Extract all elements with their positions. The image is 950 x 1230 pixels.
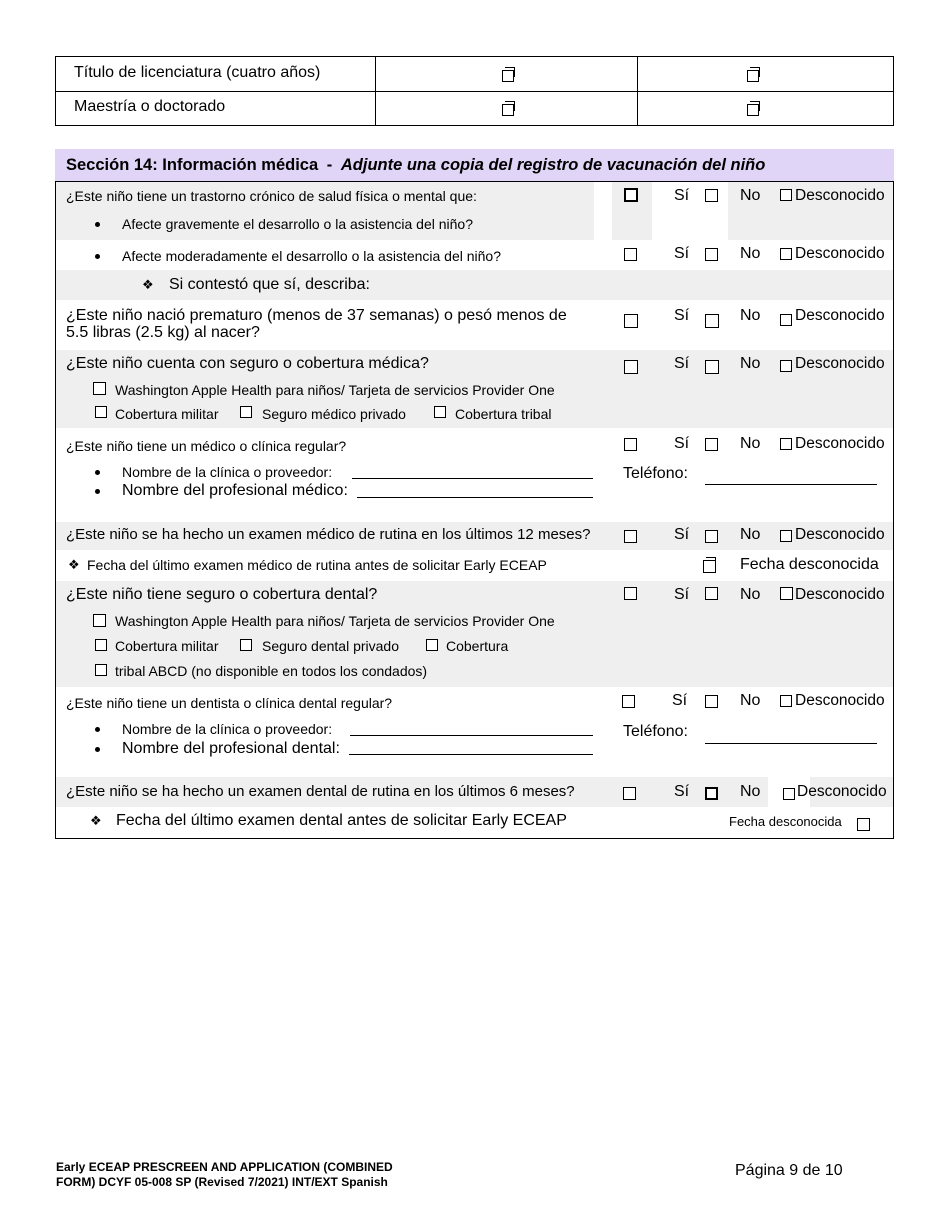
checkbox-bachelor-col2[interactable] — [747, 70, 759, 82]
q4-prof-label: Nombre del profesional médico: — [122, 482, 348, 499]
q2-yes-label: Sí — [674, 307, 690, 324]
q3-military-label: Cobertura militar — [115, 406, 219, 422]
q7-unknown-checkbox[interactable] — [780, 695, 792, 707]
q2-unknown-checkbox[interactable] — [780, 314, 792, 326]
q4-phone-label: Teléfono: — [623, 465, 688, 482]
q6-military-checkbox[interactable] — [95, 639, 107, 651]
q3-tribal-label: Cobertura tribal — [455, 406, 552, 422]
q1a-yes-checkbox[interactable] — [624, 188, 638, 202]
q6-military-label: Cobertura militar — [115, 638, 219, 654]
q5-text: ¿Este niño se ha hecho un examen médico de rutina en los últimos 12 meses? — [66, 526, 591, 543]
q3-unknown-checkbox[interactable] — [780, 360, 792, 372]
q1-bullet-a: Afecte gravemente el desarrollo o la asistencia del niño? — [122, 216, 473, 232]
q2-line2: 5.5 libras (2.5 kg) al nacer? — [66, 324, 260, 341]
q5-unknown-label: Desconocido — [795, 526, 885, 543]
q4-prof-input[interactable] — [357, 497, 593, 498]
diamond-bullet-icon: ❖ — [90, 813, 102, 828]
q8-date-unknown-checkbox[interactable] — [857, 818, 870, 831]
q4-yes-label: Sí — [674, 435, 690, 452]
footer-form-line1: Early ECEAP PRESCREEN AND APPLICATION (COMBINED — [56, 1160, 393, 1174]
q6-yes-checkbox[interactable] — [624, 587, 637, 600]
q5-no-label: No — [740, 526, 761, 543]
q6-yes-label: Sí — [674, 586, 690, 603]
q7-no-checkbox[interactable] — [705, 695, 718, 708]
q2-no-label: No — [740, 307, 761, 324]
page-number: Página 9 de 10 — [735, 1162, 843, 1179]
section-separator: - — [326, 156, 333, 174]
q8-no-checkbox[interactable] — [705, 787, 718, 800]
q1-bullet-b: Afecte moderadamente el desarrollo o la asistencia del niño? — [122, 248, 502, 264]
q1-if-yes: Si contestó que sí, describa: — [169, 276, 370, 293]
q3-apple-health-label: Washington Apple Health para niños/ Tarjeta de servicios Provider One — [115, 382, 555, 398]
bullet — [95, 222, 100, 227]
q4-text: ¿Este niño tiene un médico o clínica regular? — [66, 438, 347, 454]
q6-tribal-abcd-label: tribal ABCD (no disponible en todos los condados) — [115, 663, 428, 679]
bullet — [95, 470, 100, 475]
q1b-unknown-checkbox[interactable] — [780, 248, 792, 260]
q5-date-unknown-label: Fecha desconocida — [740, 556, 879, 573]
footer-form-line2: FORM) DCYF 05-008 SP (Revised 7/2021) INT/EXT Spanish — [56, 1175, 388, 1189]
q8-date-label: Fecha del último examen dental antes de solicitar Early ECEAP — [116, 812, 567, 829]
q6-private-checkbox[interactable] — [240, 639, 252, 651]
q3-private-checkbox[interactable] — [240, 406, 252, 418]
bullet — [95, 254, 100, 259]
q1a-no-label: No — [740, 187, 761, 204]
q1a-unknown-checkbox[interactable] — [780, 189, 792, 201]
q7-text: ¿Este niño tiene un dentista o clínica dental regular? — [66, 695, 393, 711]
q3-no-checkbox[interactable] — [705, 360, 719, 374]
row-label-bachelor: Título de licenciatura (cuatro años) — [74, 64, 321, 81]
q5-yes-label: Sí — [674, 526, 690, 543]
q2-unknown-label: Desconocido — [795, 307, 885, 324]
q6-coverage-label: Cobertura — [446, 638, 509, 654]
section-subtitle: Adjunte una copia del registro de vacunación del niño — [340, 156, 766, 174]
q7-prof-label: Nombre del profesional dental: — [122, 740, 340, 757]
q7-unknown-label: Desconocido — [795, 692, 885, 709]
q3-private-label: Seguro médico privado — [262, 406, 406, 422]
diamond-bullet-icon: ❖ — [68, 557, 80, 572]
bullet — [95, 489, 100, 494]
q2-yes-checkbox[interactable] — [624, 314, 638, 328]
q1b-unknown-label: Desconocido — [795, 245, 885, 262]
checkbox-masters-col2[interactable] — [747, 104, 759, 116]
q1-text: ¿Este niño tiene un trastorno crónico de salud física o mental que: — [66, 188, 477, 204]
q8-unknown-label: Desconocido — [797, 783, 887, 800]
q4-phone-input[interactable] — [705, 484, 877, 485]
q8-date-unknown-label: Fecha desconocida — [729, 814, 842, 829]
q3-yes-label: Sí — [674, 355, 690, 372]
q1b-yes-label: Sí — [674, 245, 690, 262]
q3-military-checkbox[interactable] — [95, 406, 107, 418]
q6-unknown-checkbox[interactable] — [780, 587, 793, 600]
q5-no-checkbox[interactable] — [705, 530, 718, 543]
bullet — [95, 747, 100, 752]
bullet — [95, 727, 100, 732]
q8-no-label: No — [740, 783, 761, 800]
q1a-yes-label: Sí — [674, 187, 690, 204]
q2-no-checkbox[interactable] — [705, 314, 719, 328]
q3-tribal-checkbox[interactable] — [434, 406, 446, 418]
q3-unknown-label: Desconocido — [795, 355, 885, 372]
q3-apple-health-checkbox[interactable] — [93, 382, 106, 395]
q6-text: ¿Este niño tiene seguro o cobertura dental? — [66, 586, 378, 603]
checkbox-bachelor-col1[interactable] — [502, 70, 514, 82]
q8-yes-checkbox[interactable] — [623, 787, 636, 800]
section-title: Sección 14: Información médica — [66, 156, 319, 174]
q3-text: ¿Este niño cuenta con seguro o cobertura médica? — [66, 355, 429, 372]
q2-line1: ¿Este niño nació prematuro (menos de 37 semanas) o pesó menos de — [66, 307, 567, 324]
q4-unknown-label: Desconocido — [795, 435, 885, 452]
section-header — [55, 149, 894, 182]
q4-clinic-label: Nombre de la clínica o proveedor: — [122, 464, 333, 480]
q3-no-label: No — [740, 355, 761, 372]
q3-yes-checkbox[interactable] — [624, 360, 638, 374]
q7-yes-label: Sí — [672, 692, 688, 709]
q7-prof-input[interactable] — [349, 754, 593, 755]
q7-clinic-input[interactable] — [350, 735, 593, 736]
q4-unknown-checkbox[interactable] — [780, 438, 792, 450]
diamond-bullet-icon: ❖ — [142, 277, 154, 292]
q8-unknown-checkbox[interactable] — [783, 788, 795, 800]
q4-no-checkbox[interactable] — [705, 438, 718, 451]
q6-no-checkbox[interactable] — [705, 587, 718, 600]
q7-phone-label: Teléfono: — [623, 723, 688, 740]
q7-phone-input[interactable] — [705, 743, 877, 744]
q7-no-label: No — [740, 692, 761, 709]
q4-no-label: No — [740, 435, 761, 452]
q6-apple-health-label: Washington Apple Health para niños/ Tarjeta de servicios Provider One — [115, 613, 555, 629]
q6-private-label: Seguro dental privado — [262, 638, 399, 654]
q1a-no-checkbox[interactable] — [705, 189, 718, 202]
q6-coverage-checkbox[interactable] — [426, 639, 438, 651]
q5-unknown-checkbox[interactable] — [780, 530, 792, 542]
q1b-no-label: No — [740, 245, 761, 262]
q5-yes-checkbox[interactable] — [624, 530, 637, 543]
q6-unknown-label: Desconocido — [795, 586, 885, 603]
q5-date-label: Fecha del último examen médico de rutina antes de solicitar Early ECEAP — [87, 557, 547, 573]
q6-no-label: No — [740, 586, 761, 603]
q5-date-unknown-checkbox[interactable] — [703, 560, 716, 573]
q8-yes-label: Sí — [674, 783, 690, 800]
q1b-no-checkbox[interactable] — [705, 248, 718, 261]
q8-text: ¿Este niño se ha hecho un examen dental de rutina en los últimos 6 meses? — [66, 783, 575, 800]
q4-clinic-input[interactable] — [352, 478, 593, 479]
q4-yes-checkbox[interactable] — [624, 438, 637, 451]
q7-yes-checkbox[interactable] — [622, 695, 635, 708]
row-label-masters: Maestría o doctorado — [74, 98, 226, 115]
q1a-unknown-label: Desconocido — [795, 187, 885, 204]
q6-apple-health-checkbox[interactable] — [93, 614, 106, 627]
q6-tribal-abcd-checkbox[interactable] — [95, 664, 107, 676]
checkbox-masters-col1[interactable] — [502, 104, 514, 116]
q7-clinic-label: Nombre de la clínica o proveedor: — [122, 721, 333, 737]
q1b-yes-checkbox[interactable] — [624, 248, 637, 261]
